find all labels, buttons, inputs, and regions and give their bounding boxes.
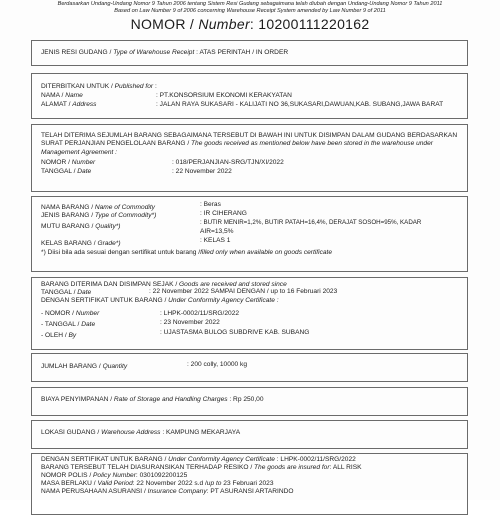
agreement-date-label xyxy=(41,168,91,176)
commodity-type-value: : IR CIHERANG xyxy=(200,210,247,217)
storage-rate-label: BIAYA PENYIMPANAN / xyxy=(41,396,114,403)
received-line-3: Management Agreement : xyxy=(41,149,117,156)
quantity-label-en: Quantity xyxy=(102,363,128,370)
legal-basis-en: Based on Law Number 9 of 2006 concerning Warehouse Receipt System amended by Law Number 9 of 2011 xyxy=(114,8,386,14)
policy-number-label-en: Policy Number xyxy=(93,472,136,479)
storage-rate-value: : Rp 250,00 xyxy=(227,396,264,403)
certificate-line-id: DENGAN SERTIFIKAT UNTUK BARANG / xyxy=(41,297,169,304)
agreement-number-value: : 018/PERJANJIAN-SRG/TJN/XI/2022 xyxy=(172,159,284,166)
published-for-label-en: Published for xyxy=(114,83,154,90)
commodity-footnote-en: filled only when available on goods certificate xyxy=(200,249,333,256)
section-warehouse-location xyxy=(31,420,468,449)
storage-rate-line xyxy=(41,396,264,404)
section-received-agreement xyxy=(31,124,468,192)
section-storage-period xyxy=(31,277,468,350)
insurance-certificate-value: : LHPK-0002/11/SRG/2022 xyxy=(274,456,356,463)
valid-period-upto: up to xyxy=(206,480,222,487)
certificate-issuer-label-id: - OLEH / xyxy=(41,332,69,339)
certificate-number-label-id: - NOMOR / xyxy=(41,310,76,317)
section-published-for xyxy=(31,73,468,119)
received-line-1: TELAH DITERIMA SEJUMLAH BARANG SEBAGAIMANA TERSEBUT DI BAWAH INI UNTUK DISIMPAN DALAM GUDANG BERDASARKAN xyxy=(41,132,458,139)
stored-since-en: Goods are received and stored since xyxy=(179,281,287,288)
insurance-risk-en: The goods are insured for xyxy=(254,464,330,471)
warehouse-location-label-en: Warehouse Address xyxy=(101,429,161,436)
quantity-label-id: JUMLAH BARANG / xyxy=(41,363,103,370)
address-label-id: ALAMAT / xyxy=(41,101,73,108)
receipt-type-value: : ATAS PERINTAH / IN ORDER xyxy=(194,49,289,56)
storage-date-label-en: Date xyxy=(77,289,92,296)
received-line-2-en: The goods received as mentioned below have been stored in the warehouse under xyxy=(191,140,433,147)
certificate-line xyxy=(41,297,279,305)
insurance-company-line xyxy=(41,488,294,496)
certificate-issuer-label xyxy=(41,332,76,340)
valid-period-label-en: Valid Period xyxy=(97,480,133,487)
section-storage-rate xyxy=(31,387,468,416)
certificate-date-label-en: Date xyxy=(81,321,96,328)
insurance-company-label: NAMA PERUSAHAAN ASURANSI / xyxy=(41,488,148,495)
title-label-en: Number xyxy=(198,16,250,32)
commodity-grade-value: : KELAS 1 xyxy=(200,237,231,244)
quantity-value: : 200 colly, 10000 kg xyxy=(187,361,247,368)
insurance-risk-value: : ALL RISK xyxy=(329,464,362,471)
agreement-number-label-en: Number xyxy=(71,159,96,166)
address-label-en: Address xyxy=(72,101,97,108)
commodity-quality-label-id: MUTU BARANG / xyxy=(41,223,96,230)
name-label-id: NAMA / xyxy=(41,92,66,99)
certificate-line-en: Under Conformity Agency Certificate : xyxy=(168,297,279,304)
address-value: : JALAN RAYA SUKASARI - KALIJATI NO 36,SUKASARI,DAWUAN,KAB. SUBANG,JAWA BARAT xyxy=(156,101,444,108)
policy-number-label: NOMOR POLIS / xyxy=(41,472,94,479)
receipt-number: : 10200111220162 xyxy=(249,16,370,32)
agreement-date-label-en: Date xyxy=(77,168,92,175)
name-value: : PT.KONSORSIUM EKONOMI KERAKYATAN xyxy=(156,92,292,99)
agreement-date-value: : 22 November 2022 xyxy=(172,168,232,175)
published-for-label: DITERBITKAN UNTUK / xyxy=(41,83,115,90)
address-label xyxy=(41,101,96,109)
section-receipt-type xyxy=(31,40,468,66)
commodity-type-label xyxy=(41,212,156,220)
certificate-date-value: : 23 November 2022 xyxy=(160,319,220,326)
commodity-quality-value-1: : BUTIR MENIR=1,2%, BUTIR PATAH=16,4%, DERAJAT SOSOH=95%, KADAR xyxy=(200,219,422,226)
commodity-quality-value-2: AIR=13,5% xyxy=(200,228,234,235)
published-for-colon: : xyxy=(153,83,157,90)
section-commodity xyxy=(31,196,468,272)
insurance-company-value: : PT ASURANSI ARTARINDO xyxy=(206,488,294,495)
warehouse-location-value: : KAMPUNG MEKARJAYA xyxy=(160,429,241,436)
commodity-name-label-id: NAMA BARANG / xyxy=(41,204,95,211)
certificate-date-label xyxy=(41,321,95,329)
insurance-company-label-en: Insurance Company xyxy=(147,488,207,495)
certificate-number-label xyxy=(41,310,99,318)
received-line-2 xyxy=(41,140,433,148)
receipt-type-label-en: Type of Warehouse Receipt xyxy=(113,49,195,56)
commodity-quality-label xyxy=(41,223,121,231)
commodity-grade-label-id: KELAS BARANG / xyxy=(41,240,98,247)
warehouse-location-line xyxy=(41,429,240,437)
certificate-number-value: : LHPK-0002/11/SRG/2022 xyxy=(160,310,240,317)
commodity-grade-label-en: Grade*) xyxy=(97,240,121,247)
valid-period-end: 23 Februari 2023 xyxy=(221,480,274,487)
warehouse-location-label: LOKASI GUDANG / xyxy=(41,429,102,436)
certificate-number-label-en: Number xyxy=(75,310,100,317)
name-label xyxy=(41,92,83,100)
commodity-type-label-id: JENIS BARANG / xyxy=(41,212,95,219)
title-label: NOMOR / xyxy=(130,16,199,32)
section-insurance xyxy=(31,453,468,515)
policy-number-value: : 0301092200125 xyxy=(135,472,188,479)
commodity-grade-label xyxy=(41,240,121,248)
agreement-number-label-id: NOMOR / xyxy=(41,159,72,166)
commodity-name-value: : Beras xyxy=(200,201,221,208)
insurance-certificate-en: Under Conformity Agency Certificate xyxy=(168,456,275,463)
storage-date-label-id: TANGGAL / xyxy=(41,289,78,296)
commodity-name-label-en: Name of Commodity xyxy=(94,204,155,211)
certificate-issuer-label-en: By xyxy=(68,332,77,339)
received-line-2-id: SURAT PERJANJIAN PENGELOLAAN BARANG / xyxy=(41,140,191,147)
quantity-label xyxy=(41,363,127,371)
receipt-number-title xyxy=(0,16,500,32)
commodity-type-label-en: Type of Commodity*) xyxy=(94,212,157,219)
certificate-date-label-id: - TANGGAL / xyxy=(41,321,82,328)
storage-date-value: : 22 November 2022 SAMPAI DENGAN / up to 16 Februari 2023 xyxy=(149,288,338,295)
insurance-risk-id: BARANG TERSEBUT TELAH DIASURANSIKAN TERHADAP RESIKO / xyxy=(41,464,253,471)
stored-since-id: BARANG DITERIMA DAN DISIMPAN SEJAK / xyxy=(41,281,180,288)
certificate-issuer-value: : UJASTASMA BULOG SUBDRIVE KAB. SUBANG xyxy=(160,329,310,336)
legal-basis-id: Berdasarkan Undang-Undang Nomor 9 Tahun 2006 tentang Sistem Resi Gudang sebagaimana telah diubah dengan Undang-Undang Nomor 9 Tahun 2011 xyxy=(57,1,443,7)
valid-period-start: : 22 November 2022 s.d / xyxy=(132,480,207,487)
receipt-type-line xyxy=(41,49,288,57)
commodity-footnote-id: *) Diisi bila ada sesuai dengan sertifikat untuk barang / xyxy=(41,249,201,256)
receipt-type-label: JENIS RESI GUDANG / xyxy=(41,49,114,56)
storage-rate-label-en: Rate of Storage and Handling Charges xyxy=(113,396,228,403)
name-label-en: Name xyxy=(65,92,83,99)
section-quantity xyxy=(31,353,468,382)
commodity-quality-label-en: Quality*) xyxy=(95,223,121,230)
agreement-number-label xyxy=(41,159,95,167)
valid-period-label: MASA BERLAKU / xyxy=(41,480,98,487)
published-for-heading xyxy=(41,83,157,91)
commodity-footnote xyxy=(41,249,332,257)
agreement-date-label-id: TANGGAL / xyxy=(41,168,78,175)
insurance-certificate-id: DENGAN SERTIFIKAT UNTUK BARANG / xyxy=(41,456,169,463)
